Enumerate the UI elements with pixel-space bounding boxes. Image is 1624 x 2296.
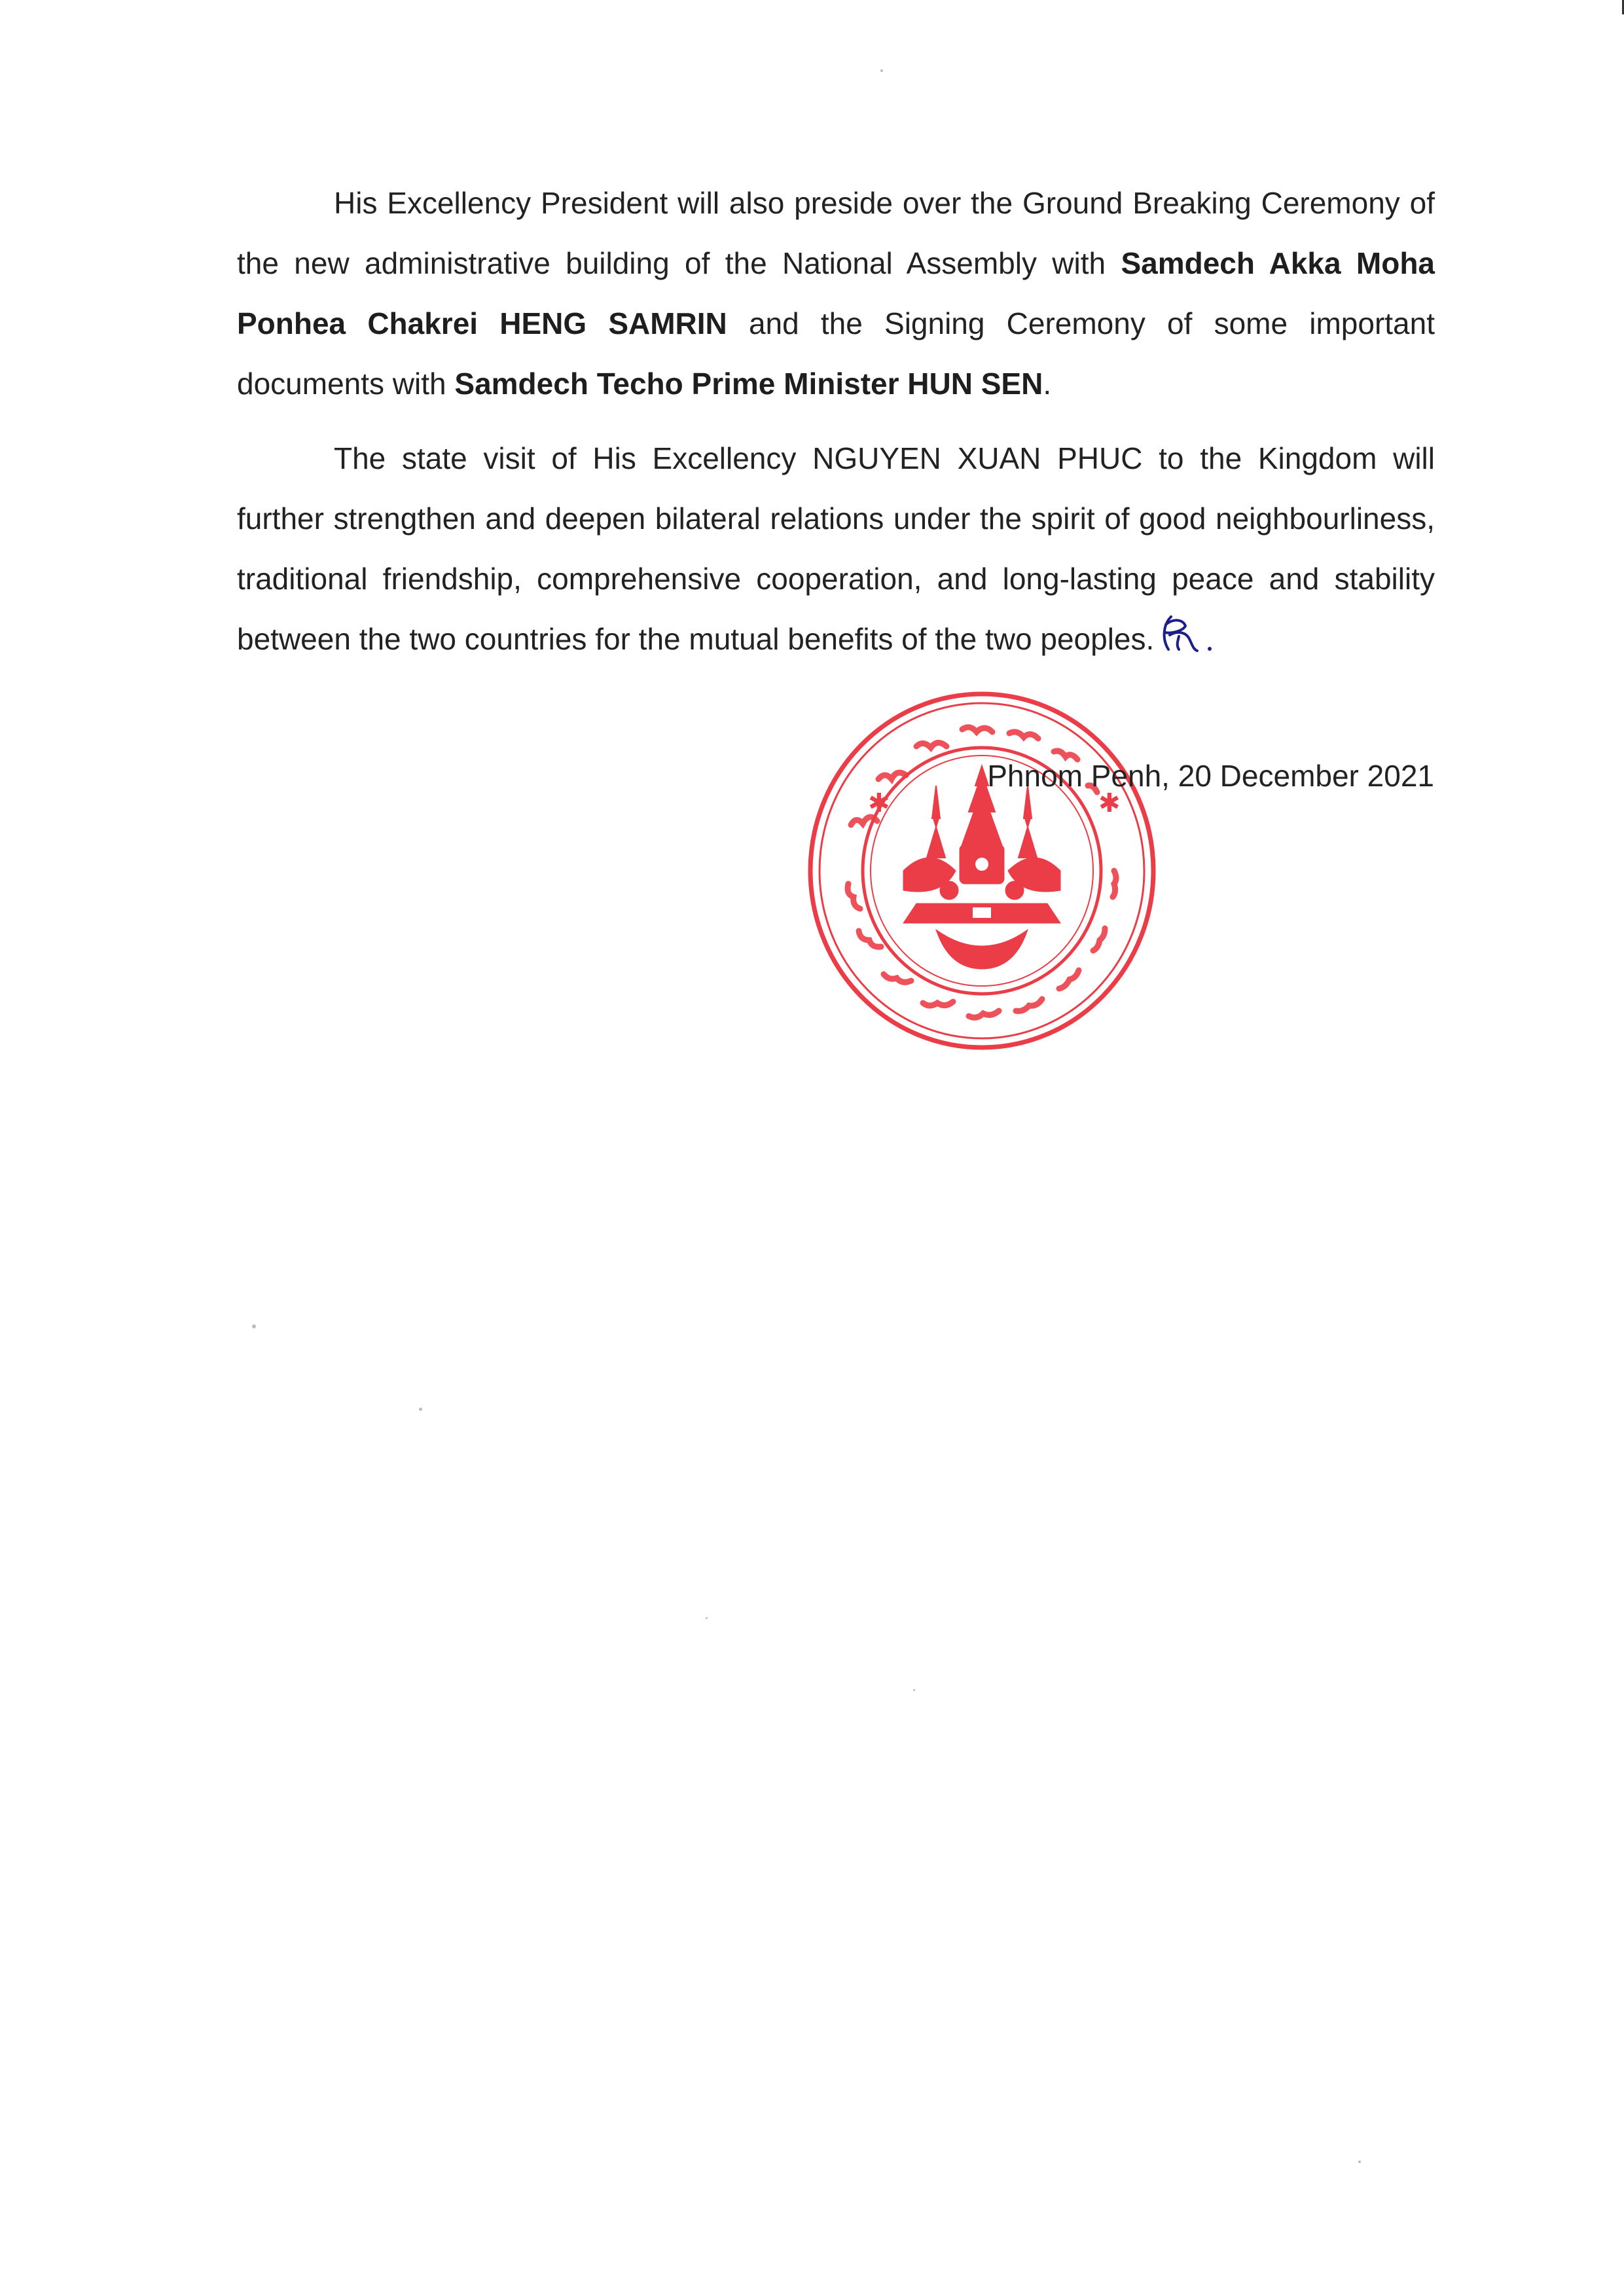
para1-text-1: His Excellency President will also preside over the Ground Breaking Ceremony of the new administrative building of the National Assembly with [237, 186, 1435, 280]
place-date: Phnom Penh, 20 December 2021 [987, 759, 1434, 793]
svg-text:✱: ✱ [868, 788, 890, 818]
scan-speck [913, 1689, 915, 1691]
para1-text-3: . [1043, 367, 1052, 401]
scan-speck [880, 69, 883, 72]
scan-speck [1358, 2160, 1361, 2163]
paragraph-ceremony [237, 173, 1435, 414]
paragraph-state-visit [237, 428, 1435, 669]
para2-text: The state visit of His Excellency NGUYEN XUAN PHUC to the Kingdom will further strengthen and deepen bilateral relations under the spirit of good neighbourliness, traditional friendship, comprehensive cooperation, and long-lasting peace and stability between the two countries for the mutual benefits of the two peoples. [237, 441, 1435, 656]
svg-text:✱: ✱ [1098, 788, 1121, 818]
name-heng-samrin: Samdech Akka Moha Ponhea Chakrei HENG SAMRIN [237, 246, 1435, 340]
official-seal-icon [805, 687, 1159, 1054]
scan-speck [419, 1408, 422, 1411]
scan-speck [706, 1617, 708, 1619]
trailing-dot [1208, 647, 1212, 651]
scan-speck [252, 1324, 256, 1328]
para1-text-2: and the Signing Ceremony of some important documents with [237, 306, 1435, 401]
name-hun-sen: Samdech Techo Prime Minister HUN SEN [454, 367, 1043, 401]
handwritten-initials-icon [1157, 611, 1202, 657]
